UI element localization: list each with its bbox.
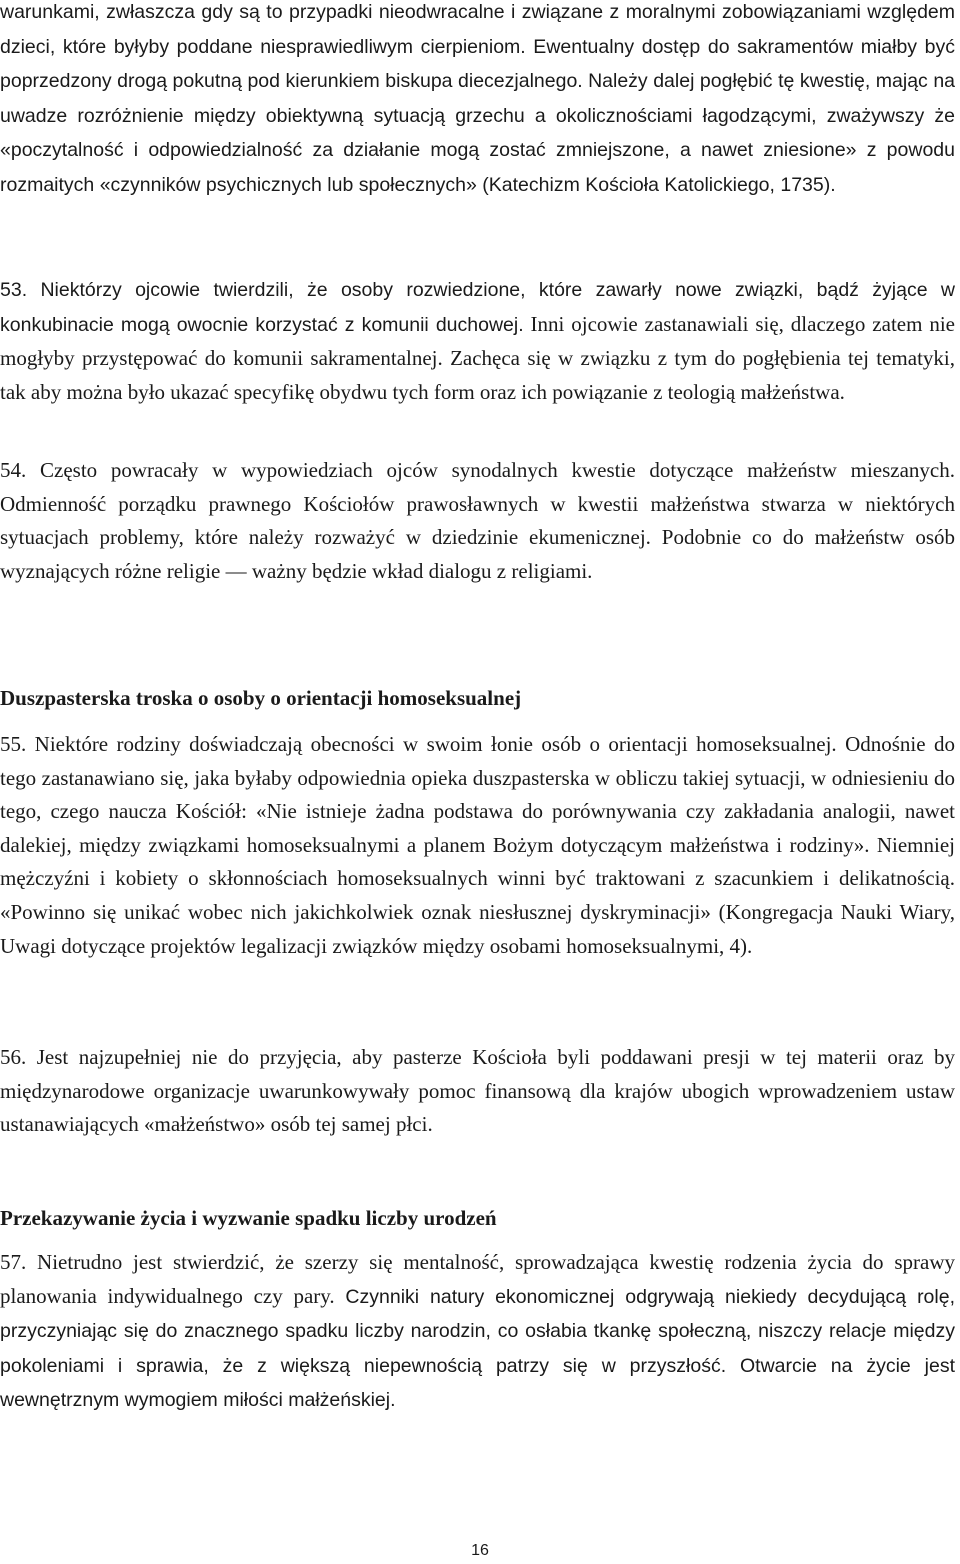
- paragraph-54-dash: —: [225, 558, 247, 583]
- intro-text-part-2: Należy dalej pogłębić tę kwestię, mając na uwadze rozróżnienie między obiektywną sytuacją grzechu a okolicznościami łagodzącymi, zważywszy że «poczytalność i odpowiedzialność za działanie mogą zostać zmniejszone, a nawet zniesione» z powodu rozmaitych «czynników psychicznych lub społecznych» (Katechizm Kościoła Katolickiego, 1735).: [0, 70, 956, 196]
- intro-text-part-1: warunkami, zwłaszcza gdy są to przypadki nieodwracalne i związane z moralnymi zobowiązaniami względem dzieci, które byłyby poddane niesprawiedliwym cierpieniom. Ewentualny dostęp do sakramentów miałby być poprzedzony drogą pokutną pod kierunkiem biskupa diecezjalnego.: [0, 1, 955, 93]
- paragraph-53: [0, 273, 955, 409]
- paragraph-54-part-2: Odmienność porządku prawnego Kościołów prawosławnych w kwestii małżeństwa stwarza w niektórych sytuacjach problemy, które należy rozważyć w dziedzinie ekumenicznej. Podobnie co do małżeństw osób wyznających różne religie: [0, 491, 955, 583]
- paragraph-57-part-2: Czynniki natury ekonomicznej odgrywają niekiedy decydującą rolę, przyczyniając się do znacznego spadku liczby narodzin, co osłabia tkankę społeczną, niszczy relacje między pokoleniami i sprawia, że z większą niepewnością patrzy się w przyszłość. Otwarcie na życie jest wewnętrznym wymogiem miłości małżeńskiej.: [0, 1285, 955, 1412]
- section-heading-transmission-of-life: Przekazywanie życia i wyzwanie spadku liczby urodzeń: [0, 1206, 497, 1230]
- paragraph-54-part-3: ważny będzie wkład dialogu z religiami.: [251, 558, 593, 583]
- paragraph-54-part-1: 54. Często powracały w wypowiedziach ojców synodalnych kwestie dotyczące małżeństw mieszanych.: [0, 458, 955, 482]
- paragraph-56-text: 56. Jest najzupełniej nie do przyjęcia, aby pasterze Kościoła byli poddawani presji w tej materii oraz by międzynarodowe organizacje uwarunkowywały pomoc finansową dla krajów ubogich wprowadzeniem ustaw ustanawiających «małżeństwo» osób tej samej płci.: [0, 1045, 955, 1137]
- paragraph-53-part-2: Inni ojcowie zastanawiali się, dlaczego zatem nie mogłyby przystępować do komunii sakramentalnej. Zachęca się w związku z tym do pogłębienia tej tematyki, tak aby można było ukazać specyfikę obydwu tych form oraz ich powiązanie z teologią małżeństwa.: [0, 311, 955, 404]
- intro-paragraph: [0, 0, 955, 203]
- page-number: 16: [471, 1542, 489, 1559]
- paragraph-56: [0, 1041, 955, 1142]
- paragraph-55: [0, 728, 955, 963]
- paragraph-57: [0, 1246, 955, 1418]
- paragraph-55-part-1: 55. Niektóre rodziny doświadczają obecności w swoim łonie osób o orientacji homoseksualnej.: [0, 732, 837, 756]
- section-heading-homosexual-orientation: Duszpasterska troska o osoby o orientacji homoseksualnej: [0, 686, 522, 710]
- paragraph-55-part-2: Odnośnie do tego zastanawiano się, jaka byłaby odpowiednia opieka duszpasterska w obliczu takiej sytuacji, w odniesieniu do tego, czego naucza Kościół: «Nie istnieje żadna podstawa do porównywania czy zakładania analogii, nawet dalekiej, między związkami homoseksualnymi a planem Bożym dotyczącym małżeństwa i rodziny». Niemniej mężczyźni i kobiety o skłonnościach homoseksualnych winni być traktowani z szacunkiem i delikatnością. «Powinno się unikać wobec nich jakichkolwiek oznak niesłusznej dyskryminacji» (Kongregacja Nauki Wiary, Uwagi dotyczące projektów legalizacji związków między osobami homoseksualnymi, 4).: [0, 732, 955, 958]
- paragraph-54: [0, 454, 955, 588]
- paragraph-57-part-1: 57. Nietrudno jest stwierdzić, że szerzy się mentalność, sprowadzająca kwestię rodzenia życia do sprawy planowania indywidualnego czy pary.: [0, 1250, 955, 1308]
- paragraph-53-part-1: 53. Niektórzy ojcowie twierdzili, że osoby rozwiedzione, które zawarły nowe związki, bądź żyjące w konkubinacie mogą owocnie korzystać z komunii duchowej.: [0, 279, 955, 336]
